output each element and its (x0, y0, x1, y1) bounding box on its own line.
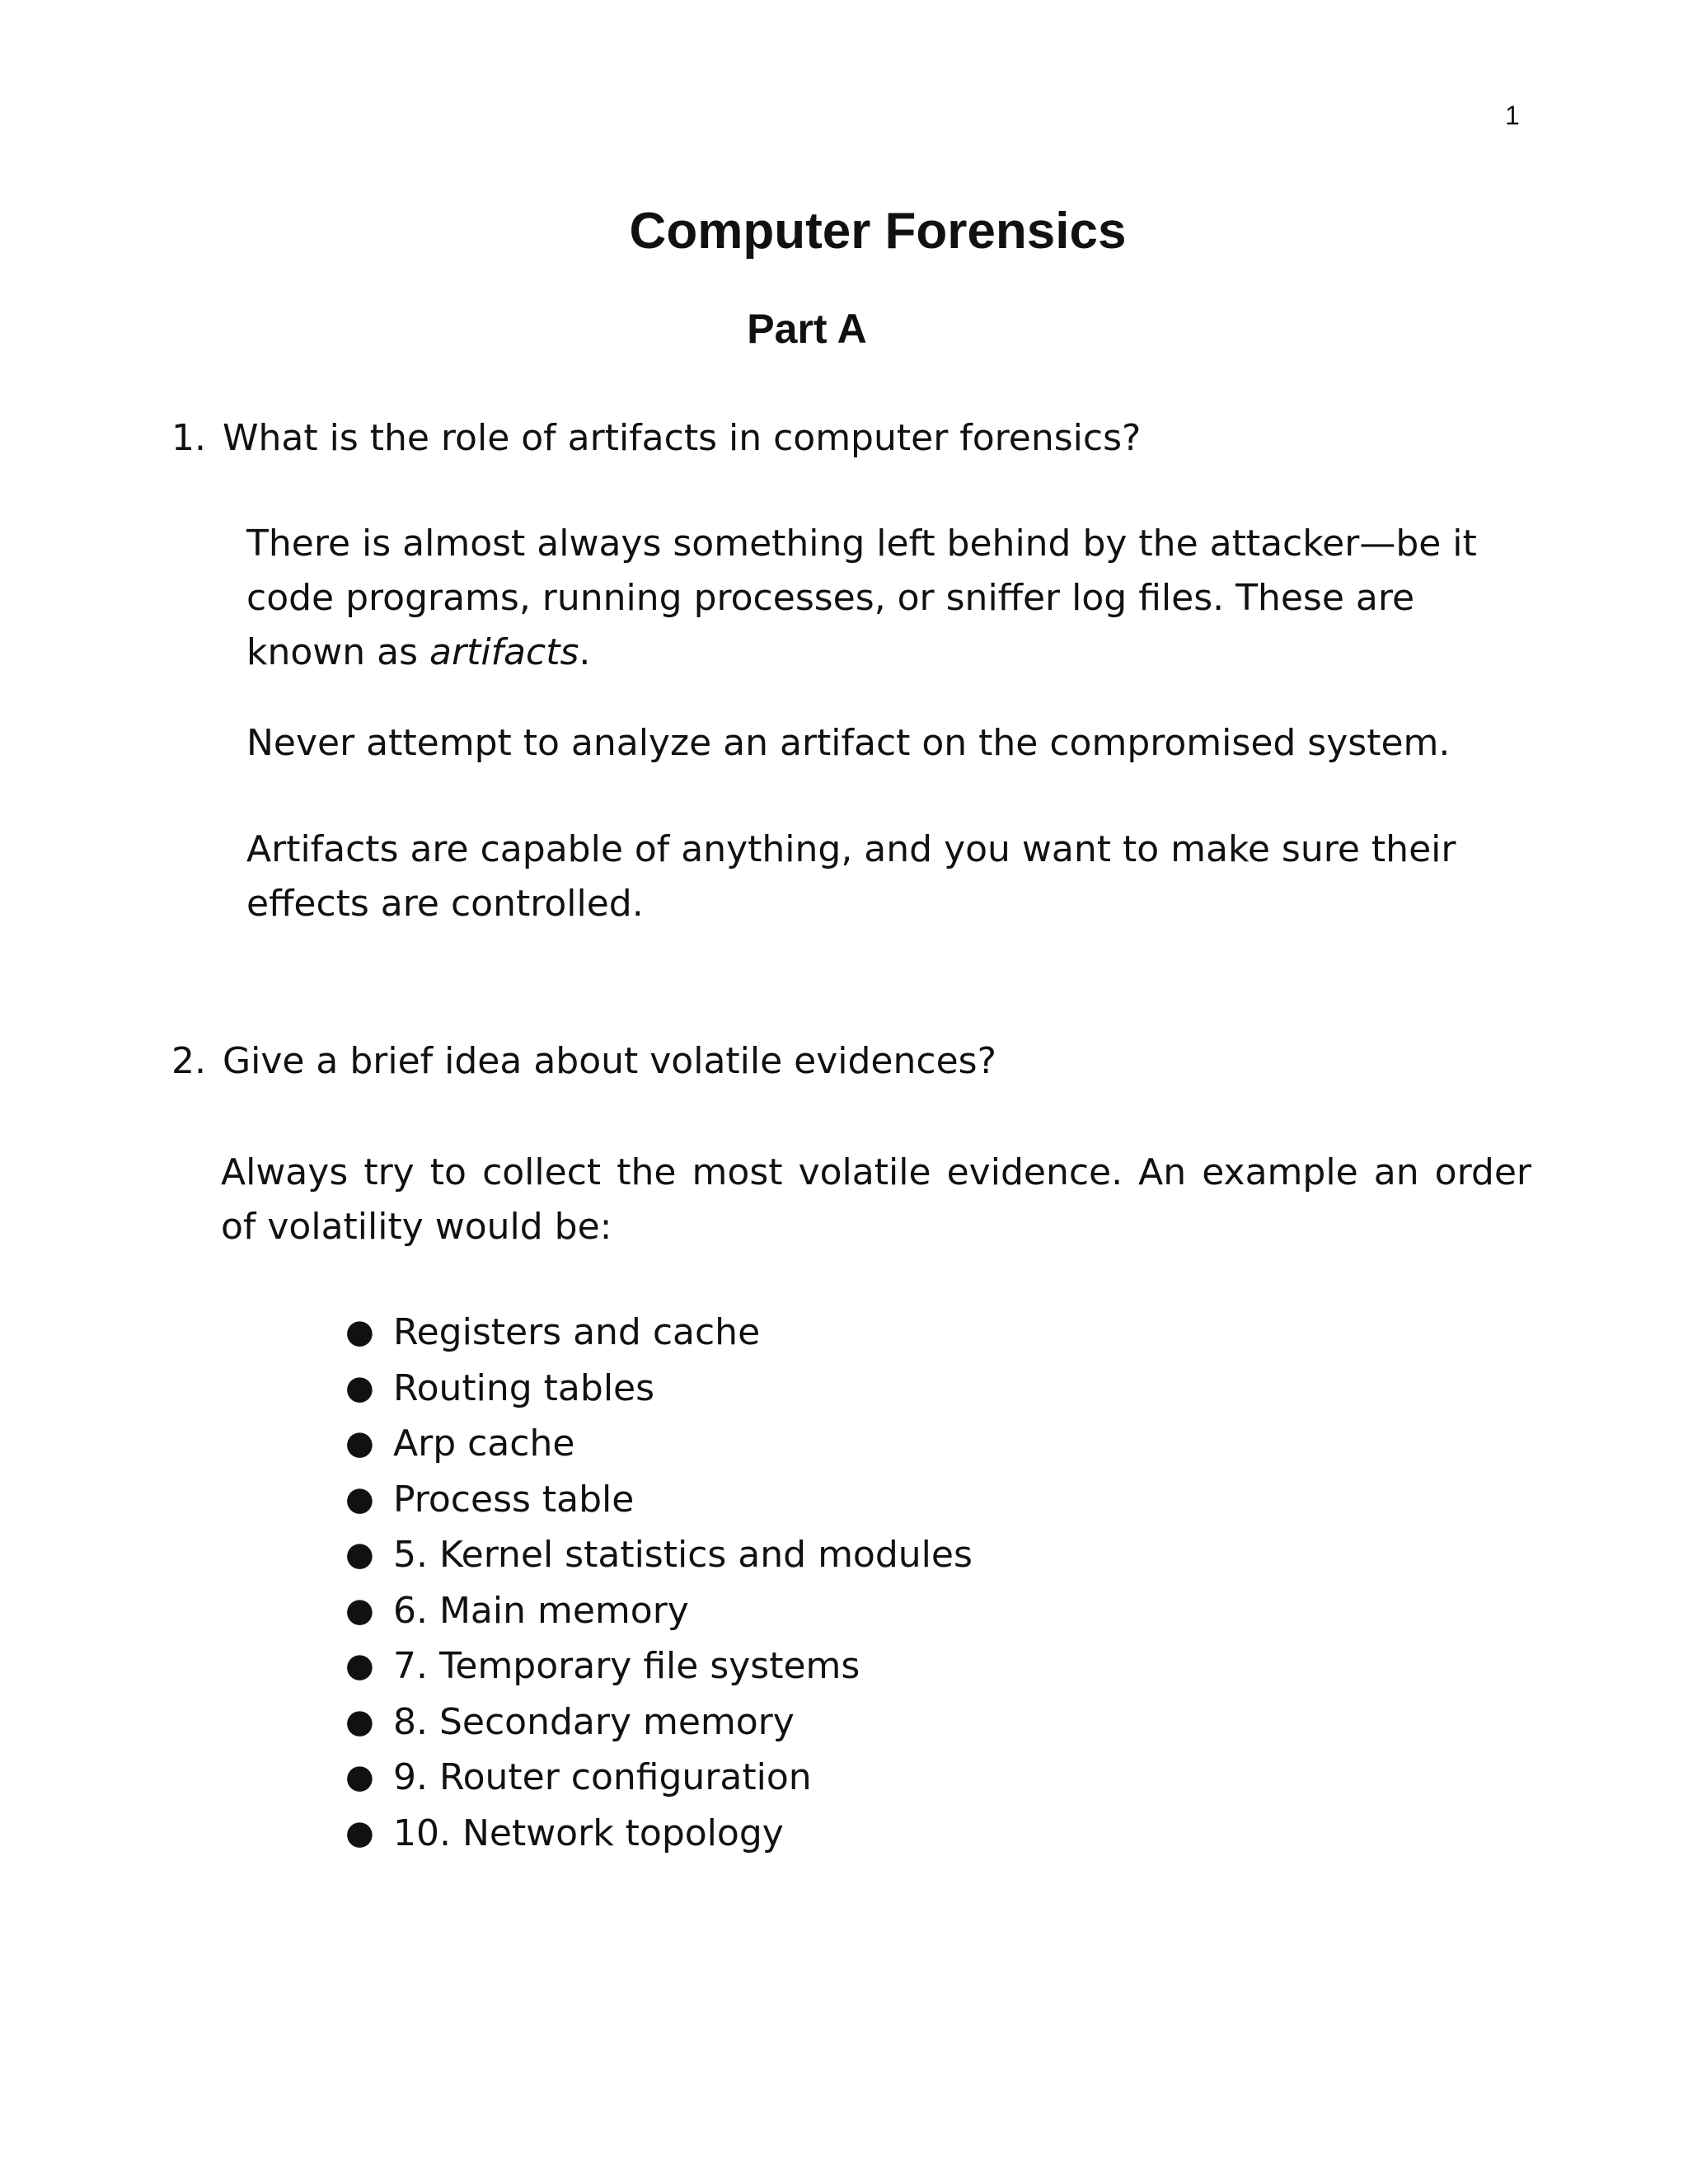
question-2-text: Give a brief idea about volatile evidences? (223, 1040, 996, 1082)
answer-1-paragraph-3: Artifacts are capable of anything, and you want to make sure their effects are controlled. (246, 828, 1456, 925)
bullet-icon: ● (345, 1591, 374, 1629)
question-1-number: 1. (171, 417, 206, 459)
list-item-text: 8. Secondary memory (393, 1700, 795, 1743)
bullet-icon: ● (345, 1368, 374, 1407)
answer-1-paragraph-2: Never attempt to analyze an artifact on the compromised system. (246, 722, 1451, 764)
list-item (342, 1806, 973, 1862)
list-item (342, 1305, 973, 1361)
list-item (342, 1416, 973, 1472)
answer-2-intro: Always try to collect the most volatile evidence. An example an order of volatility would be: (221, 1151, 1531, 1248)
bullet-icon: ● (345, 1313, 374, 1351)
list-item (342, 1750, 973, 1806)
question-2 (171, 1040, 996, 1082)
artifacts-emphasis: artifacts (429, 631, 579, 673)
question-2-number: 2. (171, 1040, 206, 1082)
list-item-text: Process table (393, 1478, 635, 1521)
answer-1-text: There is almost always something left behind by the attacker—be it code programs, running processes, or sniffer log files. These are known as (246, 523, 1477, 673)
list-item-text: Arp cache (393, 1422, 575, 1465)
list-item-text: 6. Main memory (393, 1589, 689, 1632)
list-item-text: 9. Router configuration (393, 1756, 812, 1798)
bullet-icon: ● (345, 1702, 374, 1741)
list-item-text: Registers and cache (393, 1311, 761, 1353)
list-item (342, 1694, 973, 1750)
list-item (342, 1583, 973, 1639)
bullet-icon: ● (345, 1758, 374, 1796)
answer-1-period: . (579, 631, 591, 673)
page-number: 1 (1505, 101, 1520, 130)
question-1-text: What is the role of artifacts in computer forensics? (223, 417, 1142, 459)
question-1 (171, 417, 1141, 459)
bullet-icon: ● (345, 1535, 374, 1573)
answer-1-paragraph-1 (246, 517, 1532, 680)
volatility-order-list (342, 1305, 973, 1861)
bullet-icon: ● (345, 1424, 374, 1462)
list-item-text: 5. Kernel statistics and modules (393, 1534, 973, 1576)
list-item-text: 10. Network topology (393, 1811, 784, 1854)
bullet-icon: ● (345, 1647, 374, 1685)
list-item (342, 1361, 973, 1417)
list-item-text: Routing tables (393, 1366, 655, 1409)
list-item (342, 1472, 973, 1528)
section-heading: Part A (747, 306, 867, 352)
bullet-icon: ● (345, 1479, 374, 1518)
list-item-text: 7. Temporary file systems (393, 1645, 860, 1687)
bullet-icon: ● (345, 1813, 374, 1852)
list-item (342, 1527, 973, 1583)
document-title: Computer Forensics (629, 203, 1127, 260)
list-item (342, 1638, 973, 1694)
